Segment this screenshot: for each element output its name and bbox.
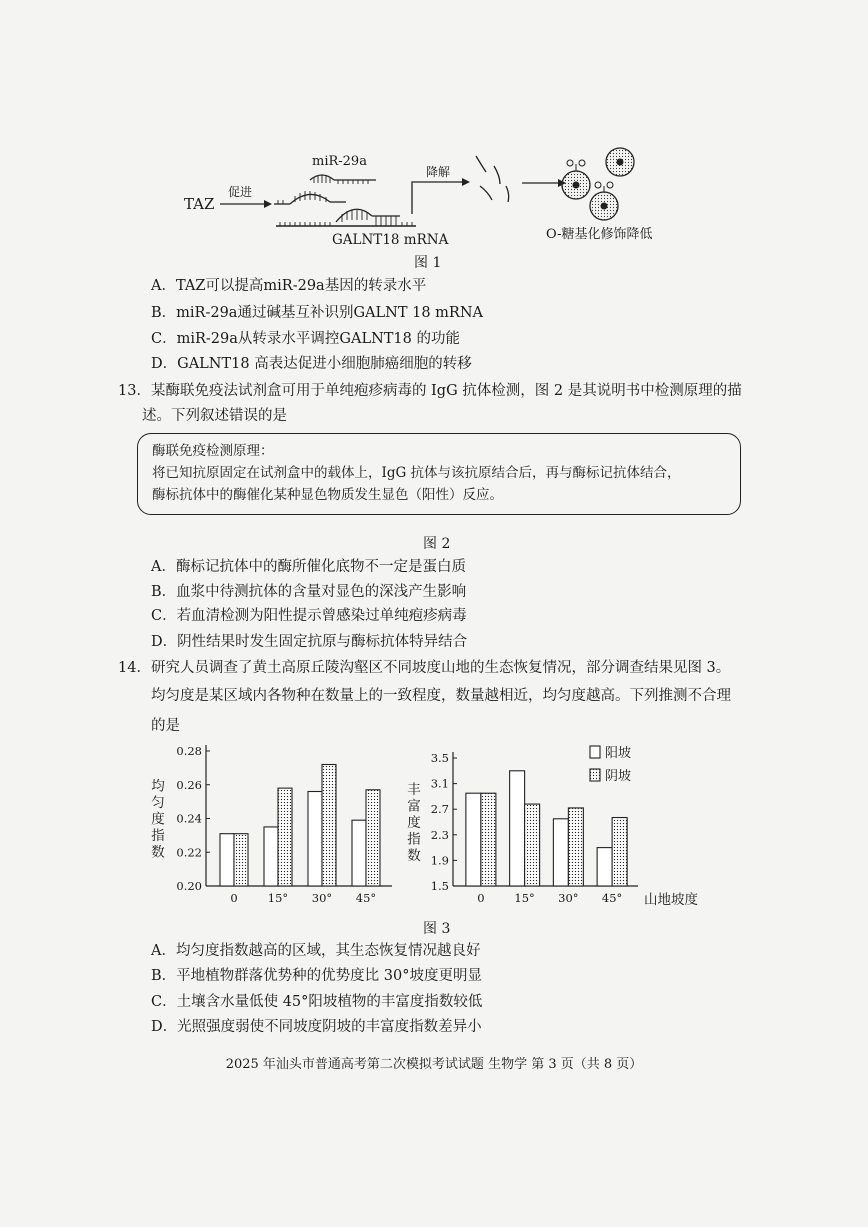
richness-chart — [400, 738, 730, 913]
box-line-2: 酶标抗体中的酶催化某种显色物质发生显色（阳性）反应。 — [152, 487, 503, 503]
legend-swatch — [590, 746, 600, 758]
x-tick-label: 30° — [558, 891, 579, 905]
degrade-label: 降解 — [426, 165, 451, 179]
y-axis-title: 均匀度指数 — [148, 778, 164, 861]
x-tick-label: 45° — [355, 891, 377, 905]
y-tick-label: 0.26 — [176, 777, 202, 792]
figure-1-caption: 图 1 — [414, 255, 442, 271]
q13-stem-line-1: 13．某酶联免疫法试剂盒可用于单纯疱疹病毒的 IgG 抗体检测，图 2 是其说明书中检测原理的描 — [118, 383, 742, 399]
cell-icon — [590, 182, 618, 220]
page-footer: 2025 年汕头市普通高考第二次模拟考试试题 生物学 第 3 页（共 8 页） — [225, 1057, 643, 1072]
x-tick-label: 15° — [267, 891, 289, 905]
bar-sunny-slope — [352, 820, 366, 886]
y-tick-label: 3.5 — [430, 751, 449, 765]
x-tick-label: 45° — [601, 891, 623, 905]
y-tick-label: 1.5 — [430, 879, 449, 893]
q12-option-d: D．GALNT18 高表达促进小细胞肺癌细胞的转移 — [151, 356, 472, 372]
bar-shady-slope — [322, 765, 336, 887]
bar-sunny-slope — [308, 792, 322, 887]
legend-swatch — [590, 769, 600, 781]
q14-stem-line-2: 均匀度是某区域内各物种在数量上的一致程度，数量越相近，均匀度越高。下列推测不合理 — [151, 688, 731, 704]
figure-2-caption: 图 2 — [423, 536, 451, 552]
mirna-hairpin — [274, 191, 346, 204]
legend-label: 阴坡 — [605, 769, 632, 784]
y-tick-label: 3.1 — [430, 776, 449, 791]
mir-label: miR-29a — [312, 154, 367, 169]
x-tick-label: 0 — [477, 891, 485, 905]
q13-stem-line-2: 述。下列叙述错误的是 — [142, 408, 287, 424]
bar-sunny-slope — [220, 834, 234, 886]
bar-sunny-slope — [510, 771, 525, 886]
elisa-principle-box — [137, 433, 741, 515]
cell-icon — [606, 148, 634, 176]
promote-label: 促进 — [228, 185, 253, 199]
x-tick-label: 30° — [311, 891, 333, 905]
q14-stem-line-1: 14．研究人员调查了黄土高原丘陵沟壑区不同坡度山地的生态恢复情况，部分调查结果见图 3。 — [118, 660, 731, 676]
x-axis-title: 山地坡度 — [644, 892, 698, 908]
q14-option-c: C．土壤含水量低使 45°阳坡植物的丰富度指数较低 — [151, 994, 483, 1010]
evenness-chart — [130, 738, 400, 913]
bar-sunny-slope — [597, 848, 612, 886]
y-tick-label: 2.3 — [430, 827, 449, 842]
bar-shady-slope — [234, 834, 248, 886]
mirna-mrna-complex — [276, 209, 416, 226]
y-tick-label: 0.28 — [176, 744, 202, 758]
q14-option-b: B．平地植物群落优势种的优势度比 30°坡度更明显 — [151, 968, 482, 984]
x-tick-label: 15° — [514, 891, 535, 905]
y-tick-label: 0.20 — [176, 879, 202, 893]
result-label: O-糖基化修饰降低 — [546, 227, 653, 242]
q12-option-c: C．miR-29a从转录水平调控GALNT18 的功能 — [151, 331, 460, 347]
mirna-free-strand — [310, 175, 376, 184]
q14-stem-line-3: 的是 — [151, 718, 180, 734]
q12-option-b: B．miR-29a通过碱基互补识别GALNT 18 mRNA — [151, 305, 483, 321]
y-tick-label: 2.7 — [430, 802, 449, 817]
bar-shady-slope — [568, 808, 583, 886]
q13-option-b: B．血浆中待测抗体的含量对显色的深浅产生影响 — [151, 584, 467, 600]
q13-option-a: A．酶标记抗体中的酶所催化底物不一定是蛋白质 — [151, 559, 466, 575]
bar-shady-slope — [525, 804, 540, 886]
cell-icon — [562, 160, 590, 199]
degraded-fragments — [476, 156, 509, 202]
y-axis-title: 丰富度指数 — [404, 782, 420, 865]
q12-option-a: A．TAZ可以提高miR-29a基因的转录水平 — [151, 278, 427, 294]
box-title: 酶联免疫检测原理： — [152, 443, 274, 459]
q13-option-d: D．阴性结果时发生固定抗原与酶标抗体特异结合 — [151, 634, 468, 650]
bar-sunny-slope — [466, 793, 481, 886]
bar-shady-slope — [481, 793, 496, 886]
box-line-1: 将已知抗原固定在试剂盒中的载体上，IgG 抗体与该抗原结合后，再与酶标记抗体结合， — [152, 465, 681, 481]
bar-shady-slope — [612, 818, 627, 886]
mrna-label: GALNT18 mRNA — [332, 232, 449, 248]
bar-shady-slope — [366, 790, 380, 886]
q14-option-a: A．均匀度指数越高的区域，其生态恢复情况越良好 — [151, 943, 481, 959]
y-tick-label: 1.9 — [430, 853, 449, 868]
figure-1-diagram — [150, 140, 710, 250]
bar-sunny-slope — [553, 819, 568, 886]
bar-shady-slope — [278, 788, 292, 886]
bar-sunny-slope — [264, 827, 278, 886]
q14-option-d: D．光照强度弱使不同坡度阴坡的丰富度指数差异小 — [151, 1019, 482, 1035]
y-tick-label: 0.24 — [176, 811, 202, 826]
legend-label: 阳坡 — [605, 746, 632, 761]
x-tick-label: 0 — [230, 891, 238, 905]
y-tick-label: 0.22 — [176, 845, 202, 860]
q13-option-c: C．若血清检测为阳性提示曾感染过单纯疱疹病毒 — [151, 608, 467, 624]
figure-3-caption: 图 3 — [423, 921, 451, 937]
taz-label: TAZ — [184, 195, 215, 213]
